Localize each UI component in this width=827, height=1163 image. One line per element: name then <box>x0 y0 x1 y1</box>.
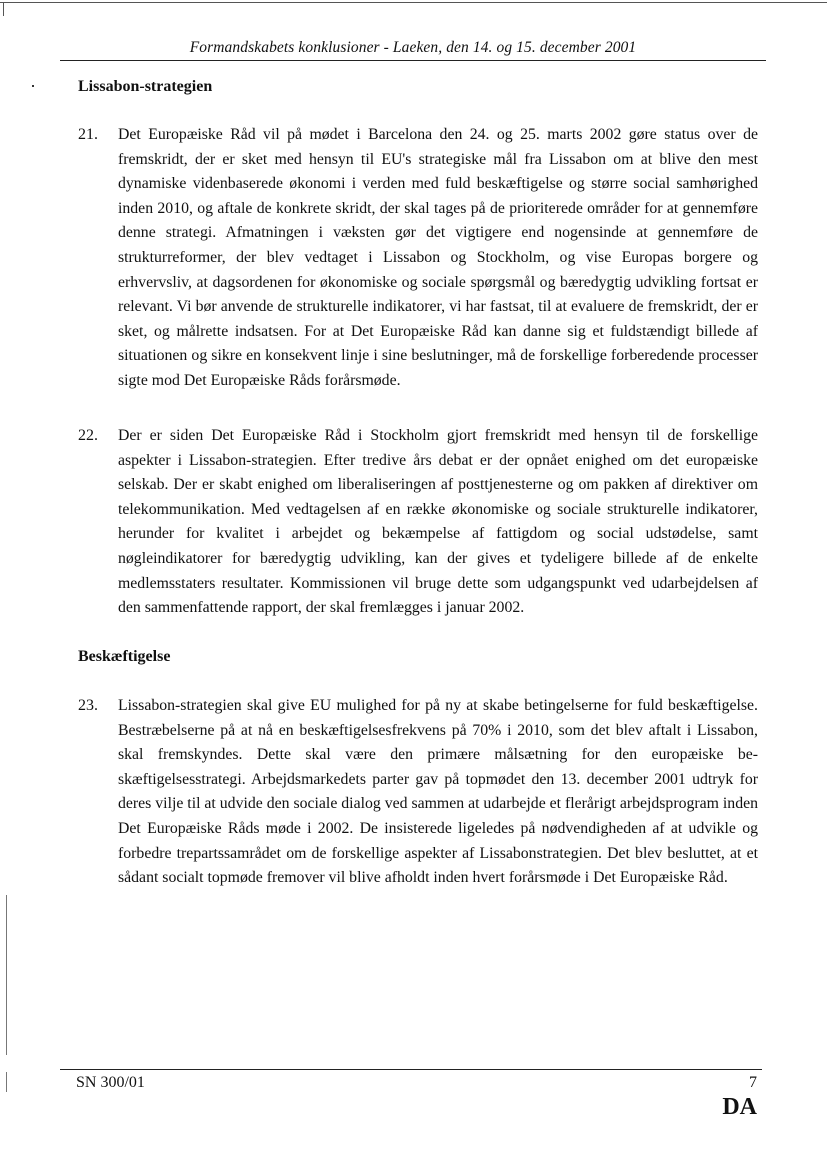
header-rule <box>60 60 766 61</box>
scan-speck <box>32 85 34 87</box>
footer-rule <box>60 1069 762 1070</box>
paragraph-23 <box>78 694 758 920</box>
paragraph-text: Der er siden Det Europæiske Råd i Stockholm gjort fremskridt med hensyn til de forskellige aspekter i Lissabon-strategien. Efter tredive års debat er der opnået enighed om det europæiske selskab. Der er skabt enighed om liberaliseringen af posttjenesterne og om pakken af direktiver om telekommunikation. Med vedtagelsen af en række økonomiske og sociale strukturelle indikatorer, herunder for kvalitet i arbejdet og bekæmpelse af fattigdom og social udstødelse, samt nøgleindikatorer for bæredygtig udvikling, kan der gives et tydeligere billede af de enkelte medlemsstaters resultater. Kommissionen vil bruge dette som udgangspunkt ved udarbejdelsen af den sammenfattende rapport, der skal fremlægges i januar 2002. <box>118 427 758 617</box>
language-code: DA <box>722 1094 757 1120</box>
scan-edge-left <box>3 2 4 16</box>
paragraph-text: Lissabon-strategien skal give EU mulighed for på ny at skabe betingelserne for fuld beskæftigelse. Bestræbelserne på at nå en beskæftigelsesfrekvens på 70% i 2010, som det blev aftalt i Lissabon, skal fremskyndes. Dette skal være den primære målsætning for den europæiske beskæftigelsesstrategi. Arbejdsmarkedets parter gav på topmødet den 13. december 2001 udtryk for deres vilje til at udvide den sociale dialog ved sammen at udarbejde et flerårigt arbejdsprogram inden Det Europæiske Råds møde i 2002. De insisterede ligeledes på nødvendigheden af at udvikle og forbedre trepartssamrådet om de forskellige aspekter af Lissabonstrategien. Det blev besluttet, at et sådant socialt topmøde fremover vil blive afholdt inden hvert forårsmøde i Det Europæiske Råd. <box>118 697 758 887</box>
document-reference: SN 300/01 <box>76 1074 145 1091</box>
page-header-title: Formandskabets konklusioner - Laeken, den 14. og 15. december 2001 <box>189 39 637 56</box>
paragraph-text: Det Europæiske Råd vil på mødet i Barcelona den 24. og 25. marts 2002 gøre status over de fremskridt, der er sket med hensyn til EU's strategiske mål fra Lissabon om at blive den mest dynamiske videnbaserede økonomi i verden med fuld beskæftigelse og større social samhørighed inden 2010, og aftale de konkrete skridt, der skal tages på de prioriterede områder for at gennemføre denne strategi. Afmatningen i væksten gør det vigtigere end nogensinde at gennemføre de strukturreformer, der blev vedtaget i Lissabon og Stockholm, og vise Europas borgere og erhvervsliv, at dagsordenen for økonomiske og sociale spørgsmål og bæredygtig udvikling fortsat er relevant. Vi bør anvende de strukturelle indikatorer, vi har fastsat, til at evaluere de fremskridt, der er sket, og målrette indsatsen. For at Det Europæiske Råd kan danne sig et fuldstændigt billede af situationen og sikre en konsekvent linje i sine beslutninger, må de forskellige forberedende processer sigte mod Det Europæiske Råds forårsmøde. <box>118 126 758 389</box>
paragraph-number: 21. <box>78 126 98 143</box>
page-number: 7 <box>749 1074 757 1091</box>
paragraph-21 <box>78 123 758 399</box>
scan-edge-left-lower <box>6 895 7 1055</box>
section-heading-lissabon: Lissabon-strategien <box>78 78 213 95</box>
paragraph-22 <box>78 424 758 624</box>
scan-edge-left-bottom <box>6 1072 7 1092</box>
paragraph-number: 22. <box>78 427 98 444</box>
paragraph-number: 23. <box>78 697 98 714</box>
section-heading-beskaeftigelse: Beskæftigelse <box>78 648 171 665</box>
scan-edge-top <box>0 2 827 3</box>
